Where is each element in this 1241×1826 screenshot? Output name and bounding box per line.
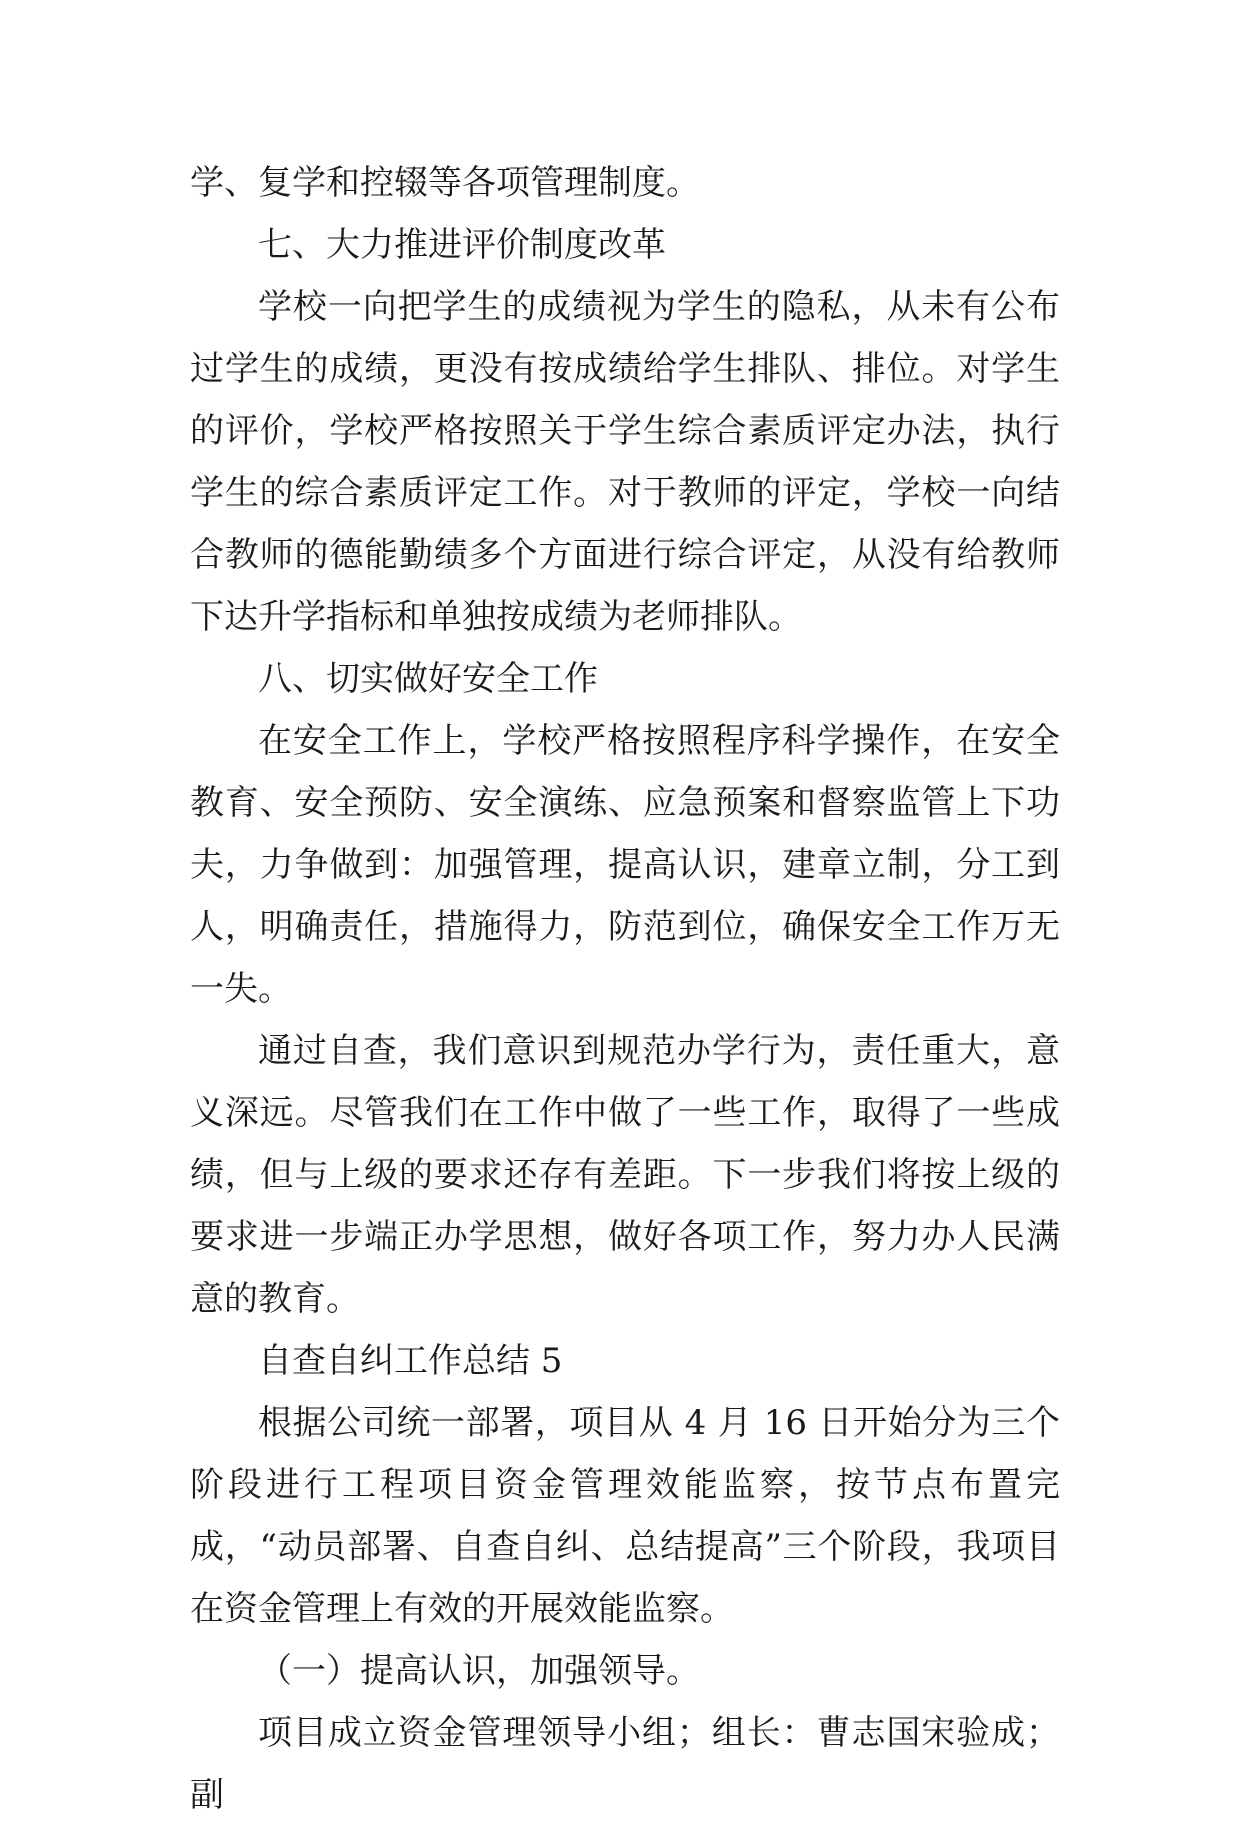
paragraph-1: 学、复学和控辍等各项管理制度。 xyxy=(190,163,700,203)
document-title-5: 自查自纠工作总结 5 xyxy=(258,1341,563,1381)
paragraph-leadership-group: 项目成立资金管理领导小组；组长：曹志国宋验成；副 xyxy=(190,1713,1060,1815)
paragraph-evaluation: 学校一向把学生的成绩视为学生的隐私，从未有公布过学生的成绩，更没有按成绩给学生排队、排位。对学生的评价，学校严格按照关于学生综合素质评定办法，执行学生的综合素质评定工作。对于教师的评定，学校一向结合教师的德能勤绩多个方面进行综合评定，从没有给教师下达升学指标和单独按成绩为老师排队。 xyxy=(190,287,1060,637)
section-heading-8: 八、切实做好安全工作 xyxy=(258,659,598,699)
paragraph-conclusion: 通过自查，我们意识到规范办学行为，责任重大，意义深远。尽管我们在工作中做了一些工作，取得了一些成绩，但与上级的要求还存有差距。下一步我们将按上级的要求进一步端正办学思想，做好各项工作，努力办人民满意的教育。 xyxy=(190,1031,1060,1319)
paragraph-safety: 在安全工作上，学校严格按照程序科学操作，在安全教育、安全预防、安全演练、应急预案和督察监管上下功夫，力争做到：加强管理，提高认识，建章立制，分工到人，明确责任，措施得力，防范到位，确保安全工作万无一失。 xyxy=(190,721,1060,1009)
paragraph-deployment: 根据公司统一部署，项目从 4 月 16 日开始分为三个阶段进行工程项目资金管理效能监察，按节点布置完成，“动员部署、自查自纠、总结提高”三个阶段，我项目在资金管理上有效的开展效能监察。 xyxy=(190,1403,1060,1629)
section-heading-7: 七、大力推进评价制度改革 xyxy=(258,225,666,265)
subsection-heading-1: （一）提高认识，加强领导。 xyxy=(258,1651,700,1691)
document-page xyxy=(190,152,1060,1826)
